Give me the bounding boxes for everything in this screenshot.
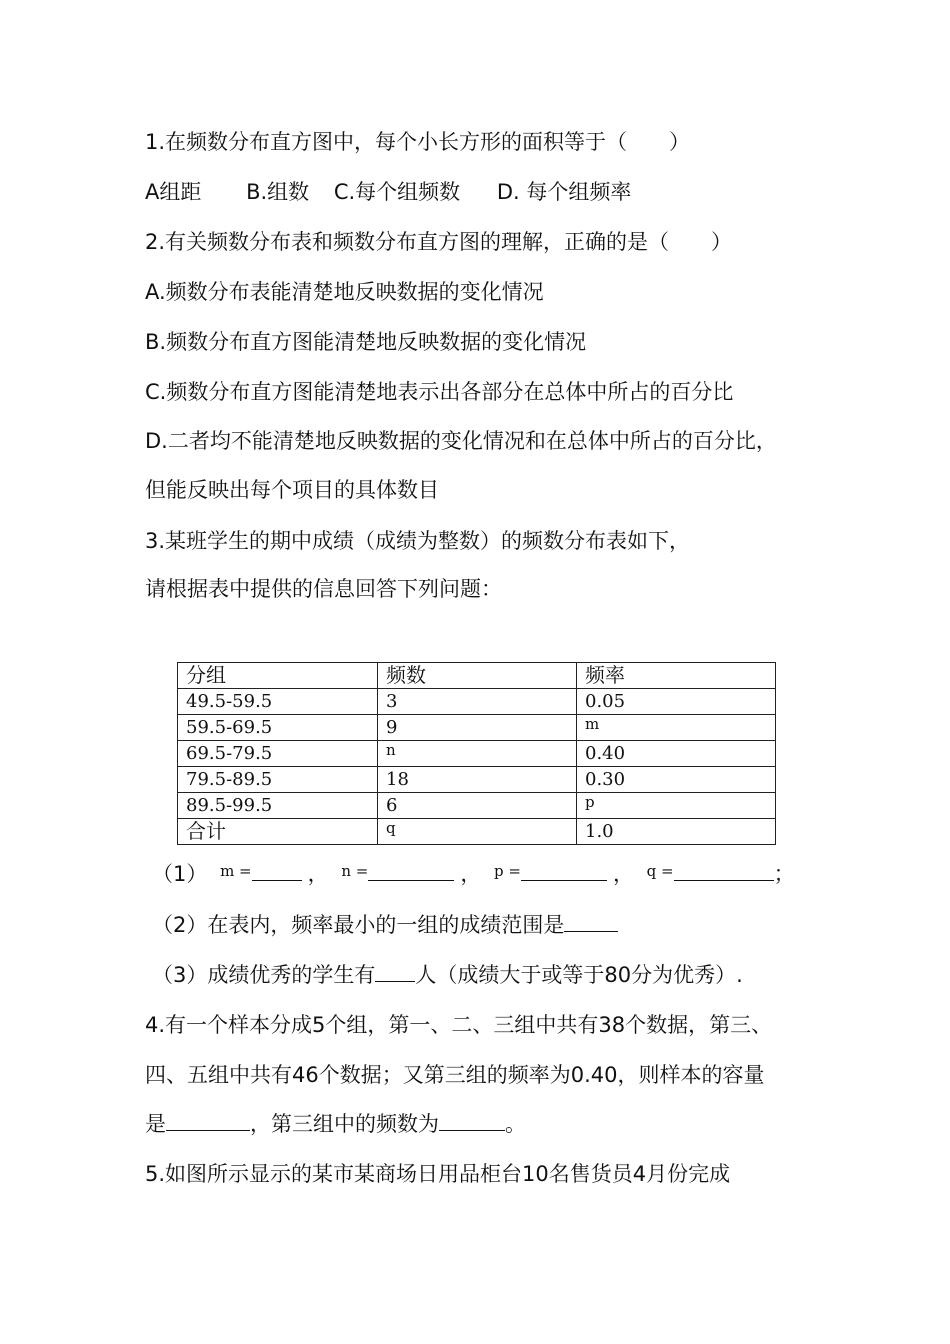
question-3-sub-2 <box>152 911 618 939</box>
table-cell: q <box>378 819 577 845</box>
q-label: q = <box>646 862 674 880</box>
table-cell: 89.5-99.5 <box>178 793 378 819</box>
q4-text-b: ，第三组中的频数为 <box>250 1112 439 1136</box>
table-cell: p <box>577 793 776 819</box>
table-cell: 79.5-89.5 <box>178 767 378 793</box>
header-cell-relative-frequency: 频率 <box>577 663 776 689</box>
q4-text-c: 。 <box>505 1112 526 1136</box>
question-4-line1: 4.有一个样本分成5个组，第一、二、三组中共有38个数据，第三、 <box>145 1013 773 1037</box>
table-cell: 69.5-79.5 <box>178 741 378 767</box>
header-cell-group: 分组 <box>178 663 378 689</box>
question-2-option-d-line2: 但能反映出每个项目的具体数目 <box>145 478 439 502</box>
table-row <box>178 741 776 767</box>
question-3-stem-line2: 请根据表中提供的信息回答下列问题： <box>145 577 502 601</box>
table-row <box>178 819 776 845</box>
sub-1-label: （1） <box>152 862 208 886</box>
table-cell: 59.5-69.5 <box>178 715 378 741</box>
m-blank[interactable] <box>252 860 302 881</box>
table-cell: 18 <box>378 767 577 793</box>
frequency-table <box>177 662 776 845</box>
table-cell: 49.5-59.5 <box>178 689 378 715</box>
table-cell: m <box>577 715 776 741</box>
table-row <box>178 767 776 793</box>
question-3-sub-3 <box>152 961 743 989</box>
sub-2-text: （2）在表内，频率最小的一组的成绩范围是 <box>152 913 565 937</box>
table-cell: 3 <box>378 689 577 715</box>
table-row <box>178 793 776 819</box>
question-2-option-b: B.频数分布直方图能清楚地反映数据的变化情况 <box>145 330 587 354</box>
range-blank[interactable] <box>564 911 618 932</box>
table-cell: 0.30 <box>577 767 776 793</box>
header-cell-frequency: 频数 <box>378 663 577 689</box>
question-2-stem: 2.有关频数分布表和频数分布直方图的理解，正确的是（ ） <box>145 230 733 254</box>
third-group-count-blank[interactable] <box>439 1110 505 1131</box>
question-4-line2: 四、五组中共有46个数据；又第三组的频率为0.40，则样本的容量 <box>145 1063 765 1087</box>
question-2-option-c: C.频数分布直方图能清楚地表示出各部分在总体中所占的百分比 <box>145 380 734 404</box>
option-b: B.组数 <box>246 180 310 204</box>
table-cell: 9 <box>378 715 577 741</box>
excellent-count-blank[interactable] <box>375 961 415 982</box>
table-cell: 合计 <box>178 819 378 845</box>
p-blank[interactable] <box>521 860 607 881</box>
question-1: 1.在频数分布直方图中，每个小长方形的面积等于（ ） <box>145 130 691 154</box>
sub-3-text-before: （3）成绩优秀的学生有 <box>152 963 376 987</box>
question-2-option-a: A.频数分布表能清楚地反映数据的变化情况 <box>145 280 544 304</box>
question-3-sub-1 <box>152 860 795 890</box>
capacity-blank[interactable] <box>166 1110 250 1131</box>
q4-text-a: 是 <box>145 1112 166 1136</box>
option-a: A组距 <box>145 180 202 204</box>
p-label: p = <box>494 862 521 880</box>
table-row <box>178 689 776 715</box>
separator: ， <box>612 862 634 886</box>
q-blank[interactable] <box>674 860 774 881</box>
question-2-option-d-line1: D.二者均不能清楚地反映数据的变化情况和在总体中所占的百分比， <box>145 429 777 453</box>
table-cell: 0.40 <box>577 741 776 767</box>
n-blank[interactable] <box>368 860 454 881</box>
question-1-options <box>145 178 631 206</box>
table-row <box>178 715 776 741</box>
table-cell: n <box>378 741 577 767</box>
sub-3-text-after: 人（成绩大于或等于80分为优秀）. <box>415 963 743 987</box>
question-4-line3 <box>145 1110 526 1138</box>
option-d: D. 每个组频率 <box>496 180 632 204</box>
option-c: C.每个组频数 <box>333 180 461 204</box>
table-cell: 1.0 <box>577 819 776 845</box>
n-label: n = <box>341 862 369 880</box>
question-3-stem-line1: 3.某班学生的期中成绩（成绩为整数）的频数分布表如下， <box>145 529 691 553</box>
table-header-row <box>178 663 776 689</box>
separator: ， <box>307 862 329 886</box>
table-cell: 6 <box>378 793 577 819</box>
question-5-line1: 5.如图所示显示的某市某商场日用品柜台10名售货员4月份完成 <box>145 1162 731 1186</box>
separator: ， <box>460 862 482 886</box>
m-label: m = <box>220 862 252 880</box>
table-cell: 0.05 <box>577 689 776 715</box>
line-end: ； <box>773 862 795 886</box>
